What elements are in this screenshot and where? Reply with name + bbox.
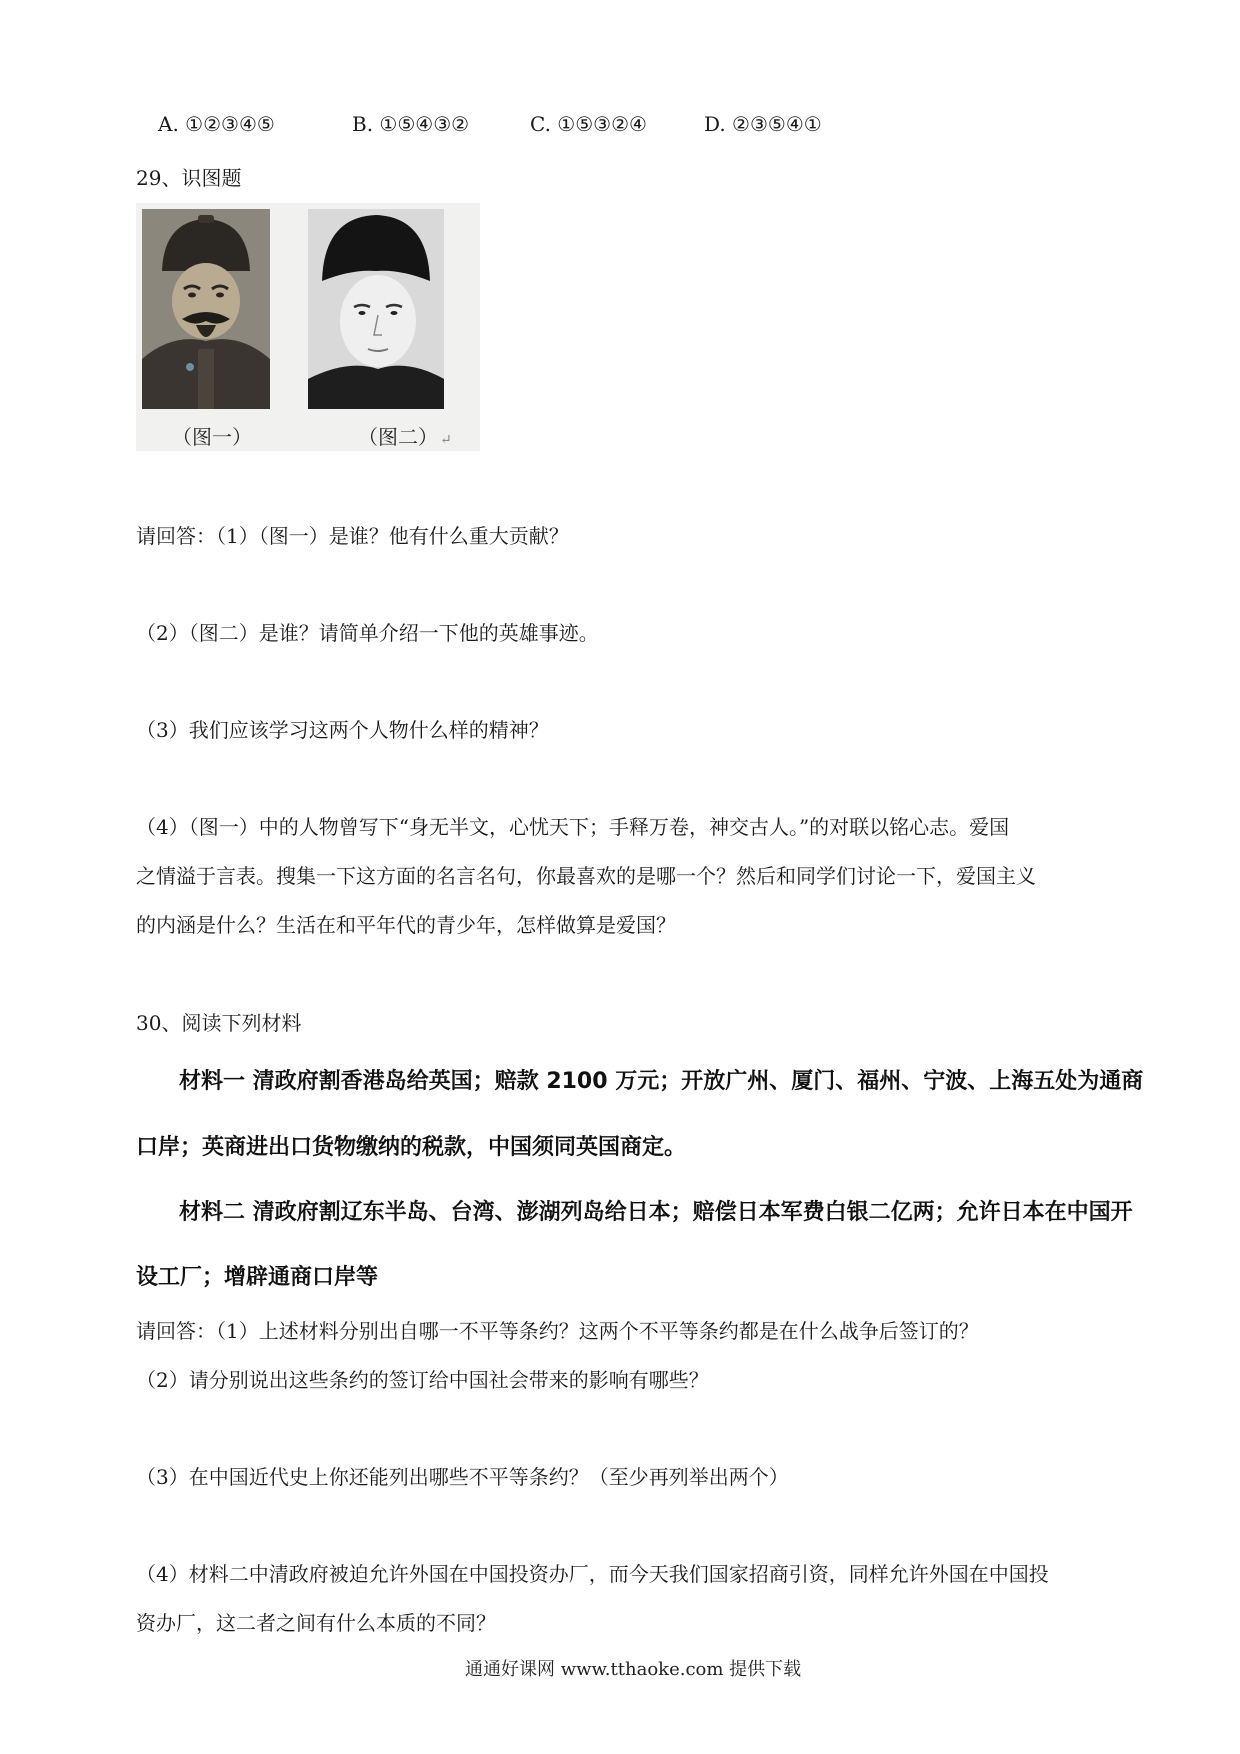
question-30-sub2: （2）请分别说出这些条约的签订给中国社会带来的影响有哪些？ (136, 1368, 709, 1392)
question-30-title: 30、阅读下列材料 (136, 1011, 302, 1035)
option-b: B. ①⑤④③② (352, 112, 470, 136)
material-1-line: 材料一 清政府割香港岛给英国；赔款 2100 万元；开放广州、厦门、福州、宁波、上海五处为通商 (179, 1069, 1144, 1094)
option-c: C. ①⑤③②④ (530, 112, 647, 136)
question-29-sub2: （2）（图二）是谁？请简单介绍一下他的英雄事迹。 (136, 621, 599, 645)
portrait-image-2 (308, 209, 444, 409)
question-29-sub4-line: （4）（图一）中的人物曾写下“身无半文，心忧天下；手释万卷，神交古人。”的对联以铭心志。爱国 (136, 815, 1010, 839)
question-30-prompt: 请回答：（1）上述材料分别出自哪一不平等条约？这两个不平等条约都是在什么战争后签订的？ (136, 1319, 979, 1343)
portrait-image-1 (142, 209, 270, 409)
return-mark-icon: ↵ (440, 432, 452, 448)
caption-figure-1: （图一） (172, 425, 252, 449)
caption-figure-2 (358, 421, 452, 450)
question-29-prompt: 请回答：（1）（图一）是谁？他有什么重大贡献？ (136, 524, 569, 548)
option-d: D. ②③⑤④① (704, 112, 822, 136)
question-29-title: 29、识图题 (136, 166, 242, 190)
question-29-sub3: （3）我们应该学习这两个人物什么样的精神？ (136, 718, 549, 742)
page-footer: 通通好课网 www.tthaoke.com 提供下载 (465, 1659, 802, 1680)
portrait-figure (136, 203, 480, 451)
question-30-sub3: （3）在中国近代史上你还能列出哪些不平等条约？（至少再列举出两个） (136, 1465, 789, 1489)
option-a: A. ①②③④⑤ (158, 112, 275, 136)
caption-figure-2-text: （图二） (358, 425, 438, 449)
question-29-sub4-line: 的内涵是什么？生活在和平年代的青少年，怎样做算是爱国？ (136, 913, 676, 937)
question-30-sub4-line: （4）材料二中清政府被迫允许外国在中国投资办厂，而今天我们国家招商引资，同样允许外国在中国投 (136, 1562, 1049, 1586)
question-30-sub4-line: 资办厂，这二者之间有什么本质的不同？ (136, 1611, 496, 1635)
material-2-line: 材料二 清政府割辽东半岛、台湾、澎湖列岛给日本；赔偿日本军费白银二亿两；允许日本在中国开 (179, 1200, 1133, 1225)
material-2-line: 设工厂；增辟通商口岸等 (136, 1265, 379, 1290)
question-29-sub4-line: 之情溢于言表。搜集一下这方面的名言名句，你最喜欢的是哪一个？然后和同学们讨论一下，爱国主义 (136, 864, 1036, 888)
material-1-line: 口岸；英商进出口货物缴纳的税款，中国须同英国商定。 (136, 1135, 687, 1160)
